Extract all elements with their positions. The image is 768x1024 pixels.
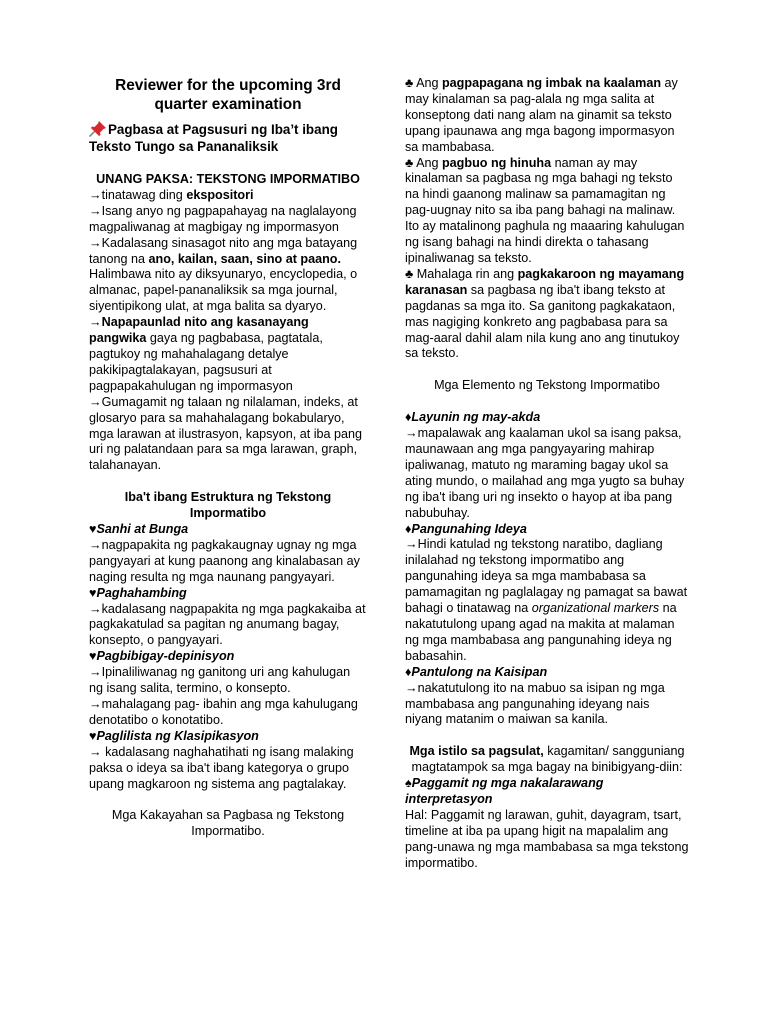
structure-paghahambing-text: →kadalasang nagpapakita ng mga pagkakaiba at pagkakatulad sa pagitan ng anumang bagay, konsepto, o pangyayari. [89,601,366,648]
paragraph-ekspositori: →tinatawag ding ekspositori [89,187,254,202]
style-heading: Mga istilo sa pagsulat, kagamitan/ sangguniang magtatampok sa mga bagay na binibigyang-diin: [409,744,685,775]
structure-sanhi-title: ♥Sanhi at Bunga [89,522,189,537]
document-subtitle [89,120,367,155]
elements-heading: Mga Elemento ng Tekstong Impormatibo [434,378,660,393]
element-layunin-text: →mapalawak ang kaalaman ukol sa isang paksa, maunawaan ang mga pangyayaring mahirap ipaliwanag, matuto ng maraming bagay ukol sa ating mundo, o mailahad ang mga yugto sa buhay ng iba't ibang uri ng insekto o hayop at iba pang nabubuhay. [405,426,685,520]
skill-karanasan: ♣ Mahalaga rin ang pagkakaroon ng mayamang karanasan sa pagbasa ng iba't ibang teksto at pagdanas sa mga ito. Sa ganitong pagkakataon, mas nagiging konkreto ang pagbabasa para sa mag-aaral dahil alam nila kung ano ang tinutukoy sa teksto. [405,266,685,361]
paragraph-talaan: →Gumagamit ng talaan ng nilalaman, indeks, at glosaryo para sa mahahalagang bokabularyo, mga larawan at ilustrasyon, kapsyon, at iba pang uri ng palatandaan para sa mga larawan, graph, talahanayan. [89,394,363,473]
subtitle-text: Pagbasa at Pagsusuri ng Iba’t ibang Teksto Tungo sa Pananaliksik [89,122,338,154]
paragraph-anyo: →Isang anyo ng pagpapahayag na naglalayong magpaliwanag at magbigay ng impormasyon [89,203,357,234]
structure-heading: Iba't ibang Estruktura ng Tekstong Impormatibo [124,490,332,521]
pushpin-icon [89,120,107,137]
element-pantulong-text: →nakatutulong ito na mabuo sa isipan ng mga mambabasa ang pangunahing ideyang nais niyang matanim o maiwan sa kanila. [405,680,665,727]
element-pangunahing-ideya-title: ♦Pangunahing Ideya [405,521,527,536]
paragraph-kasanayan: →Napapaunlad nito ang kasanayang pangwika gaya ng pagbabasa, pagtatala, pagtukoy ng mahahalagang detalye pakikipagtalakayan, pagsusuri at pagpapakahulugan ng impormasyon [89,315,323,393]
structure-klasipikasyon-title: ♥Paglilista ng Klasipikasyon [89,728,259,743]
structure-klasipikasyon-text: → kadalasang naghahatihati ng isang malaking paksa o ideya sa iba't ibang kategorya o grupo upang magkaroon ng sistema ang pagtalakay. [89,744,354,791]
element-pantulong-title: ♦Pantulong na Kaisipan [405,664,548,679]
structure-depinisyon-text-1: →Ipinaliliwanag ng ganitong uri ang kahulugan ng isang salita, termino, o konsepto. [89,665,351,696]
skills-heading: Mga Kakayahan sa Pagbasa ng Tekstong Impormatibo. [111,808,345,839]
right-column [405,76,689,872]
structure-paghahambing-title: ♥Paghahambing [89,585,187,600]
document-title: Reviewer for the upcoming 3rd quarter examination [115,77,341,113]
element-pangunahing-ideya-text: →Hindi katulad ng tekstong naratibo, dagliang inilalahad ng tekstong impormatibo ang pangunahing ideya sa mga mambabasa sa pamamagitan ng paglalagay ng pamagat sa bawat bahagi o tinatawag na organizational markers na nakatutulong upang agad na makita at malaman ng mga mambabasa ang pangunahing ideya ng babasahin. [405,537,688,663]
left-column [89,76,367,840]
style-larawan-title: ♠Paggamit ng mga nakalarawang interpretasyon [405,776,604,807]
element-layunin-title: ♦Layunin ng may-akda [405,410,541,425]
structure-depinisyon-title: ♥Pagbibigay-depinisyon [89,649,235,664]
structure-sanhi-text: →nagpapakita ng pagkakaugnay ugnay ng mga pangyayari at kung paanong ang kinalabasan ay naging resulta ng mga naunang pangyayari. [89,537,360,584]
topic-heading: UNANG PAKSA: TEKSTONG IMPORMATIBO [96,172,360,186]
skill-imbak-kaalaman: ♣ Ang pagpapagana ng imbak na kaalaman ay may kinalaman sa pag-alala ng mga salita at konseptong dati nang alam na ginamit sa teksto upang ipaunawa ang mga bagong impormasyon sa mambabasa. [405,76,678,154]
style-larawan-text: Hal: Paggamit ng larawan, guhit, dayagram, tsart, timeline at iba pa upang higit na mapalalim ang pang-unawa ng mga mambabasa sa mga tekstong impormatibo. [405,807,689,870]
paragraph-tanong: →Kadalasang sinasagot nito ang mga batayang tanong na ano, kailan, saan, sino at paano. Halimbawa nito ay diksyunaryo, encyclopedia, o almanac, papel-pananaliksik sa mga journal, siyentipikong ulat, at mga balita sa dyaryo. [89,235,358,314]
structure-depinisyon-text-2: →mahalagang pag- ibahin ang mga kahulugang denotatibo o konotatibo. [89,697,358,727]
skill-hinuha: ♣ Ang pagbuo ng hinuha naman ay may kinalaman sa pagbasa ng mga bahagi ng teksto na hindi gaanong malinaw sa pamamagitan ng pag-uugnay nito sa iba pang bahagi na malinaw. Ito ay matalinong paghula ng maaaring kahulugan ng isang bahagi na hindi direkta o tahasang ipinaliwanag sa teksto. [405,155,685,265]
